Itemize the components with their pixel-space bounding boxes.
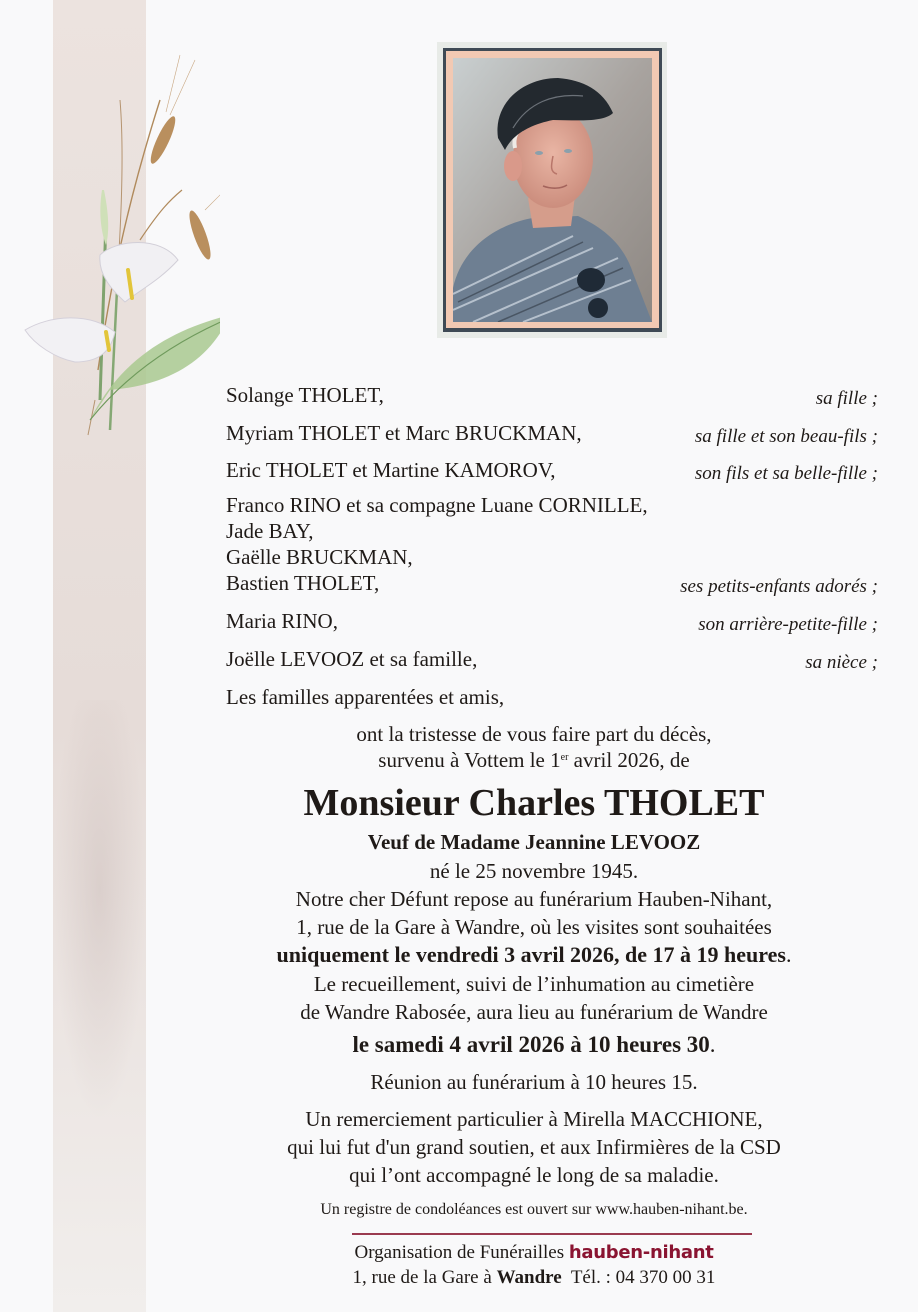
family-name: Eric THOLET et Martine KAMOROV, <box>226 458 556 482</box>
brand-logo: hauben-nihant <box>568 1242 714 1263</box>
thanks-line: Un remerciement particulier à Mirella MACCHIONE, <box>305 1107 763 1131</box>
thanks-line: qui l’ont accompagné le long de sa maladie. <box>349 1163 719 1187</box>
family-name: Les familles apparentées et amis, <box>226 685 505 709</box>
repose-line: Notre cher Défunt repose au funérarium Hauben-Nihant, <box>295 887 773 911</box>
family-row <box>226 544 878 570</box>
family-relation: son fils et sa belle-fille ; <box>694 463 878 484</box>
visiting-hours <box>150 941 918 969</box>
announcement-line: ont la tristesse de vous faire part du décès, <box>356 722 712 746</box>
thanks-line: qui lui fut d'un grand soutien, et aux Infirmières de la CSD <box>287 1135 781 1159</box>
family-row <box>226 608 878 634</box>
family-relation: sa fille et son beau-fils ; <box>694 426 878 447</box>
address-city: Wandre <box>496 1267 562 1288</box>
family-relation: ses petits-enfants adorés ; <box>680 576 878 597</box>
family-name: Myriam THOLET et Marc BRUCKMAN, <box>226 421 582 445</box>
ceremony-line: de Wandre Rabosée, aura lieu au funérarium de Wandre <box>300 1000 768 1024</box>
family-relation: sa fille ; <box>815 388 878 409</box>
family-name: Bastien THOLET, <box>226 571 380 595</box>
portrait-photo <box>453 58 652 322</box>
family-relation: son arrière-petite-fille ; <box>698 614 878 635</box>
announcement-line <box>150 746 918 774</box>
deceased-subtitle: Veuf de Madame Jeannine LEVOOZ <box>367 830 701 854</box>
family-row <box>226 420 878 446</box>
family-row <box>226 646 878 672</box>
visiting-hours-text: uniquement le vendredi 3 avril 2026, de 17 à 19 heures <box>276 942 786 967</box>
ceremony-date-text: le samedi 4 avril 2026 à 10 heures 30 <box>352 1032 710 1057</box>
birth-date: né le 25 novembre 1945. <box>429 859 639 883</box>
ceremony-date <box>150 1031 918 1059</box>
visiting-hours-period: . <box>785 942 792 967</box>
phone-number: Tél. : 04 370 00 31 <box>561 1267 716 1288</box>
organizer-label: Organisation de Funérailles <box>354 1242 569 1263</box>
family-relation: sa nièce ; <box>805 652 878 673</box>
family-name: Joëlle LEVOOZ et sa famille, <box>226 647 478 671</box>
deceased-name: Monsieur Charles THOLET <box>303 782 765 824</box>
ceremony-line: Le recueillement, suivi de l’inhumation au cimetière <box>313 972 755 996</box>
family-row <box>226 492 878 518</box>
family-row <box>226 457 878 483</box>
family-name: Gaëlle BRUCKMAN, <box>226 545 413 569</box>
family-row <box>226 382 878 408</box>
family-name: Solange THOLET, <box>226 383 384 407</box>
portrait-image <box>453 58 652 322</box>
family-row <box>226 518 878 544</box>
address-street: 1, rue de la Gare à <box>352 1267 497 1288</box>
ordinal-suffix: er <box>560 752 569 763</box>
ceremony-date-period: . <box>709 1032 716 1057</box>
family-row <box>226 570 878 596</box>
band-shading <box>53 700 146 1120</box>
family-row <box>226 684 878 710</box>
announcement-text: avril 2026, de <box>568 748 690 772</box>
meeting-time: Réunion au funérarium à 10 heures 15. <box>370 1070 698 1094</box>
family-name: Franco RINO et sa compagne Luane CORNILLE, <box>226 493 648 517</box>
family-name: Maria RINO, <box>226 609 338 633</box>
footer-divider <box>352 1233 752 1235</box>
condolence-register: Un registre de condoléances est ouvert sur www.hauben-nihant.be. <box>320 1201 748 1218</box>
calla-lily-illustration <box>20 40 220 450</box>
organizer-address <box>150 1266 918 1290</box>
repose-line: 1, rue de la Gare à Wandre, où les visites sont souhaitées <box>296 915 772 939</box>
family-name: Jade BAY, <box>226 519 314 543</box>
organizer-line <box>150 1241 918 1265</box>
announcement-text: survenu à Vottem le 1 <box>378 748 561 772</box>
